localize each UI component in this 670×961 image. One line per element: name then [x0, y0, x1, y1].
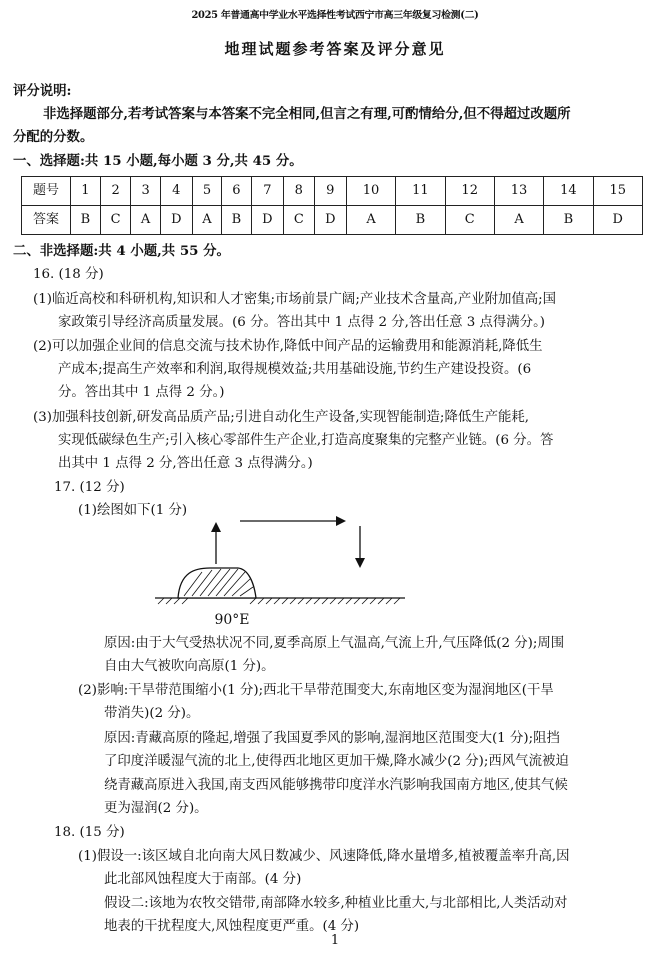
table-cell: 2: [100, 177, 131, 206]
q17-part2-reason-line1: 原因:青藏高原的隆起,增强了我国夏季风的影响,湿润地区范围变大(1 分);阻挡: [104, 731, 560, 746]
q18-heading: 18. (15 分): [54, 825, 125, 840]
longitude-label: 90°E: [214, 612, 250, 628]
table-cell: D: [160, 206, 192, 235]
table-row-numbers: [22, 177, 643, 206]
q17-part2-reason-line2: 了印度洋暖湿气流的北上,使得西北地区更加干燥,降水减少(2 分);西风气流被迫: [104, 754, 569, 769]
q16-heading: 16. (18 分): [33, 267, 104, 282]
section1-heading: 一、选择题:共 15 小题,每小题 3 分,共 45 分。: [13, 153, 303, 169]
table-header-cell: 答案: [22, 206, 71, 235]
page-number: 1: [330, 933, 340, 948]
table-cell: 4: [160, 177, 192, 206]
q18-hypothesis1-line2: 此北部风蚀程度大于南部。(4 分): [104, 872, 302, 887]
table-row-answers: [22, 206, 643, 235]
table-cell: 10: [346, 177, 395, 206]
table-cell: D: [251, 206, 283, 235]
q18-hypothesis2-line2: 地表的干扰程度大,风蚀程度更严重。(4 分): [104, 919, 360, 934]
table-cell: B: [71, 206, 101, 235]
arrow-head-icon: [211, 522, 221, 532]
q17-part1-text: (1)绘图如下(1 分): [78, 503, 188, 518]
table-cell: 8: [283, 177, 314, 206]
q16-part2-line1: (2)可以加强企业间的信息交流与技术协作,降低中间产品的运输费用和能源消耗,降低生: [33, 339, 543, 354]
table-cell: D: [314, 206, 346, 235]
arrow-head-icon: [355, 558, 365, 568]
ground-hatching: [158, 598, 400, 604]
q17-reason-line1: 原因:由于大气受热状况不同,夏季高原上气温高,气流上升,气压降低(2 分);周围: [104, 636, 565, 651]
answer-table: [21, 176, 643, 235]
q17-part2-line2: 带消失)(2 分)。: [104, 706, 200, 721]
table-cell: 3: [131, 177, 160, 206]
document-title: 地理试题参考答案及评分意见: [224, 40, 446, 58]
table-cell: B: [222, 206, 252, 235]
table-cell: C: [100, 206, 131, 235]
q16-part1-line1: (1)临近高校和科研机构,知识和人才密集;市场前景广阔;产业技术含量高,产业附加值高;国: [33, 292, 557, 307]
table-cell: A: [346, 206, 395, 235]
table-header-cell: 题号: [22, 177, 71, 206]
q16-part3-line2: 实现低碳绿色生产;引入核心零部件生产企业,打造高度聚集的完整产业链。(6 分。答: [58, 433, 554, 448]
table-cell: A: [131, 206, 160, 235]
notes-body-line2: 分配的分数。: [13, 129, 94, 145]
q18-hypothesis1-line1: (1)假设一:该区域自北向南大风日数减少、风速降低,降水量增多,植被覆盖率升高,因: [78, 849, 570, 864]
q16-part3-line3: 出其中 1 点得 2 分,答出任意 3 点得满分。): [58, 456, 313, 471]
table-cell: B: [544, 206, 593, 235]
q17-part2-reason-line4: 更为湿润(2 分)。: [104, 801, 208, 816]
table-cell: 6: [222, 177, 252, 206]
table-cell: 13: [494, 177, 543, 206]
table-cell: A: [494, 206, 543, 235]
notes-heading: 评分说明:: [13, 83, 72, 99]
q17-part2-reason-line3: 绕青藏高原进入我国,南支西风能够携带印度洋水汽影响我国南方地区,使其气候: [104, 778, 568, 793]
q16-part2-line3: 分。答出其中 1 点得 2 分。): [58, 385, 225, 400]
table-cell: 9: [314, 177, 346, 206]
q16-part2-line2: 产成本;提高生产效率和利润,取得规模效益;共用基础设施,节约生产建设投资。(6: [58, 362, 532, 377]
q17-part2-line1: (2)影响:干旱带范围缩小(1 分);西北干旱带范围变大,东南地区变为湿润地区(干旱: [78, 683, 554, 698]
q18-hypothesis2-line1: 假设二:该地为农牧交错带,南部降水较多,种植业比重大,与北部相比,人类活动对: [104, 896, 568, 911]
q16-part1-line2: 家政策引导经济高质量发展。(6 分。答出其中 1 点得 2 分,答出任意 3 点得满分。): [58, 315, 545, 330]
table-cell: B: [396, 206, 445, 235]
notes-body-line1: 非选择题部分,若考试答案与本答案不完全相同,但言之有理,可酌情给分,但不得超过改题所: [43, 106, 571, 122]
table-cell: C: [283, 206, 314, 235]
table-cell: 1: [71, 177, 101, 206]
table-cell: 12: [445, 177, 494, 206]
table-cell: 15: [593, 177, 642, 206]
section2-heading: 二、非选择题:共 4 小题,共 55 分。: [13, 243, 230, 259]
table-cell: 5: [192, 177, 221, 206]
q17-heading: 17. (12 分): [54, 480, 125, 495]
table-cell: 11: [396, 177, 445, 206]
table-cell: A: [192, 206, 221, 235]
table-cell: 7: [251, 177, 283, 206]
exam-title: 2025 年普通高中学业水平选择性考试西宁市高三年级复习检测(二): [191, 10, 479, 21]
arrow-head-icon: [336, 516, 346, 526]
plateau-circulation-diagram: [150, 512, 410, 630]
table-cell: C: [445, 206, 494, 235]
q16-part3-line1: (3)加强科技创新,研发高品质产品;引进自动化生产设备,实现智能制造;降低生产能耗,: [33, 410, 530, 425]
table-cell: D: [593, 206, 642, 235]
q17-reason-line2: 自由大气被吹向高原(1 分)。: [104, 659, 275, 674]
table-cell: 14: [544, 177, 593, 206]
